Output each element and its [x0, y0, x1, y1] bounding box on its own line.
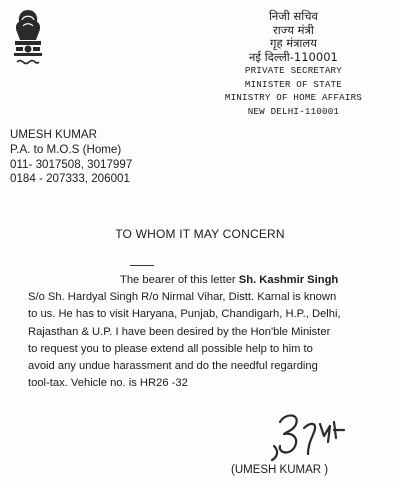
sender-name: UMESH KUMAR	[10, 128, 97, 141]
body-line: to us. He has to visit Haryana, Punjab, Chandigarh, H.P., Delhi,	[28, 308, 341, 321]
body-line: S/o Sh. Hardyal Singh R/o Nirmal Vihar, Distt. Karnal is known	[28, 291, 337, 304]
sender-phone: 011- 3017508, 3017997	[10, 157, 133, 171]
state-emblem-icon	[8, 6, 48, 78]
letterhead-english-line: MINISTER OF STATE	[244, 78, 342, 90]
body-line: avoid any undue harassment and do the needful regarding	[28, 360, 318, 373]
body-line-prefix: The bearer of this letter	[120, 274, 239, 286]
letter-heading: TO WHOM IT MAY CONCERN	[115, 227, 285, 241]
signoff-name: (UMESH KUMAR )	[231, 464, 329, 476]
letterhead-hindi-line: निजी सचिव	[268, 9, 318, 23]
body-line: tool-tax. Vehicle no. is HR26 -32	[28, 377, 188, 390]
letterhead-hindi-line: गृह मंत्रालय	[269, 36, 317, 50]
letterhead-english-line: PRIVATE SECRETARY	[244, 65, 342, 76]
body-line: to request you to please extend all possible help to him to	[28, 342, 313, 355]
letterhead-english-line: MINISTRY OF HOME AFFAIRS	[224, 92, 362, 103]
handwritten-signature	[270, 408, 360, 464]
sender-designation: P.A. to M.O.S (Home)	[10, 142, 122, 156]
body-line	[28, 272, 400, 289]
bearer-name: Sh. Kashmir Singh	[238, 274, 339, 286]
letter-body	[28, 272, 400, 392]
letterhead-hindi-line: राज्य मंत्री	[273, 22, 314, 37]
body-line: Rajasthan & U.P. I have been desired by the Hon'ble Minister	[28, 325, 331, 338]
letterhead-hindi-line: नई दिल्ली-110001	[249, 49, 338, 64]
sender-phone: 0184 - 207333, 206001	[10, 172, 130, 186]
divider	[130, 265, 154, 266]
letterhead	[225, 10, 362, 118]
sender-block	[10, 128, 132, 187]
letterhead-english-line: NEW DELHI-110001	[247, 105, 340, 117]
